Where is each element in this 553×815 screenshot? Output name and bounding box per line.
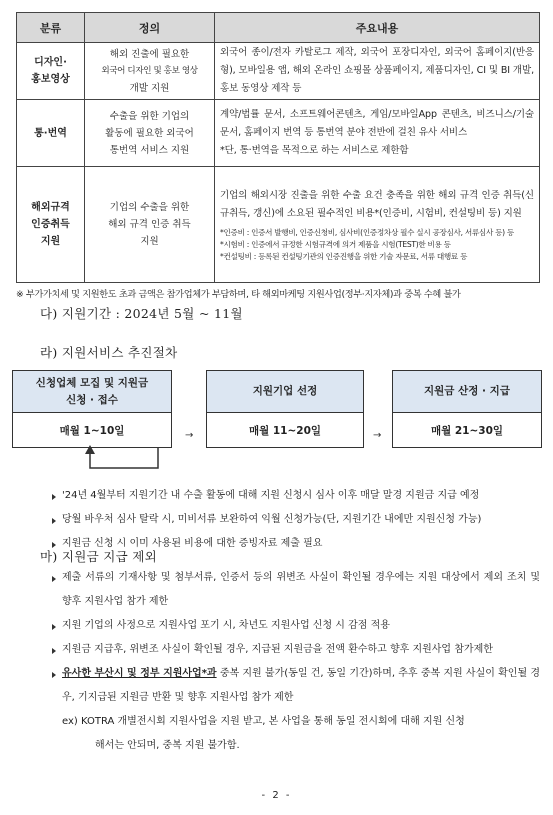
definition-line: 해외 규격 인증 취득 [108,219,191,230]
content-cell [215,43,540,100]
procedure-heading: 라) 지원서비스 추진절차 [40,345,178,360]
definition-line: 해외 진출에 필요한 [109,48,190,60]
list-item [52,662,540,710]
category-line: 인증취득 [31,219,70,230]
list-item: 지원금 지급후, 위변조 사실이 확인될 경우, 지급된 지원금을 전액 환수하고 향후 지원사업 참가제한 [52,638,540,662]
content-note: *단, 통·번역을 목적으로 하는 서비스로 제한함 [220,145,409,156]
flow-arrow-icon: → [373,430,382,441]
support-period: 다) 지원기간 : 2024년 5월 ~ 11월 [40,306,243,321]
table-row [17,167,540,283]
exclusion-list [52,566,540,758]
definition-line: 통번역 서비스 지원 [109,144,190,156]
content-footnote: *시험비 : 인증에서 규정한 시험규격에 의거 제품을 시험(TEST)한 비용 등 [220,239,451,249]
header-content: 주요내용 [215,13,540,43]
header-definition: 정의 [85,13,215,43]
flow-step-title: 지원금 산정 · 지급 [393,371,541,413]
flow-step-title: 지원기업 선정 [207,371,363,413]
content-footnote: *컨설팅비 : 등록된 컨설팅기관의 인증진행을 위한 기술 자문료, 서류 대행료 등 [220,251,468,261]
definition-line: 개발 지원 [129,82,170,94]
category-line: 지원 [40,236,61,247]
example-note [52,710,540,758]
table-row [17,100,540,167]
definition-cell [85,167,215,283]
procedure-notes [52,484,540,556]
table-header-row [17,13,540,43]
content-text: 계약/법률 문서, 소프트웨어콘텐츠, 게임/모바일App 콘텐츠, 비즈니스/기술문서, 홈페이지 번역 등 통번역 분야 전반에 걸친 유사 서비스 [220,109,534,138]
example-line: 해서는 안되며, 중복 지원 불가함. [95,740,240,751]
content-cell [215,167,540,283]
list-item: 제출 서류의 기재사항 및 첨부서류, 인증서 등의 위변조 사실이 확인될 경우에는 지원 대상에서 제외 조치 및 향후 지원사업 참가 제한 [52,566,540,614]
content-cell [215,100,540,167]
flow-step-period: 매월 11~20일 [248,424,322,437]
category-line: 통·번역 [34,127,67,139]
vat-footnote: ※ 부가가치세 및 지원한도 초과 금액은 참가업체가 부담하며, 타 해외마케팅 지원사업(정부·지자체)과 중복 수혜 불가 [16,289,461,300]
table-row [17,43,540,100]
content-text: 외국어 종이/전자 카탈로그 제작, 외국어 포장디자인, 외국어 홈페이지(반응형), 모바일용 앱, 해외 온라인 쇼핑몰 상품페이지, 제품디자인, CI 및 BI 개발, 홍보 동영상 제작 등 [220,47,534,94]
flow-step-select [206,370,364,448]
support-table [16,12,540,283]
flow-step-payment [392,370,542,448]
flow-arrow-icon: → [185,430,194,441]
category-line: 디자인· [34,57,67,68]
category-cell [17,167,85,283]
underlined-phrase: 유사한 부산시 및 정부 지원사업*과 [62,668,217,679]
flow-step-title [13,371,171,413]
content-footnote: *인증비 : 인증서 발행비, 인증신청비, 심사비(인증정차상 필수 실시 공장심사, 서류심사 등) 등 [220,227,514,237]
definition-line: 활동에 필요한 외국어 [105,127,194,139]
flow-step-apply [12,370,172,448]
exclusion-heading: 마) 지원금 지급 제외 [40,549,157,564]
category-line: 해외규격 [31,202,70,213]
category-cell [17,43,85,100]
definition-line: 외국어 디자인 및 홍보 영상 [101,65,198,76]
list-item: '24년 4월부터 지원기간 내 수출 활동에 대해 지원 신청시 심사 이후 매달 말경 지원금 지급 예정 [52,484,540,508]
list-item-text: 중복 지원 불가(동일 건, 동일 기간)하며, 추후 중복 지원 사실이 확인될 경우, 기지급된 지원금 반환 및 향후 지원사업 참가 제한 [62,668,540,703]
category-line: 홍보영상 [31,74,70,85]
procedure-flow [0,370,553,480]
flow-step-period: 매월 1~10일 [59,424,125,437]
list-item: 지원금 신청 시 이미 사용된 비용에 대한 증빙자료 제출 필요 [52,532,540,556]
page-number: - 2 - [261,790,292,801]
definition-line: 지원 [140,236,159,247]
category-cell [17,100,85,167]
definition-line: 수출을 위한 기업의 [109,110,190,122]
content-text: 기업의 해외시장 진출을 위한 수출 요건 충족을 위한 해외 규격 인증 취득(신규취득, 갱신)에 소요된 필수적인 비용*(인증비, 시험비, 컨설팅비 등) 지원 [220,189,534,219]
flow-step-title-line: 신청 · 접수 [66,393,118,406]
list-item: 지원 기업의 사정으로 지원사업 포기 시, 차년도 지원사업 신청 시 감점 적용 [52,614,540,638]
definition-line: 기업의 수출을 위한 [109,202,190,213]
flow-step-period: 매월 21~30일 [430,424,504,437]
flow-step-title-line: 신청업체 모집 및 지원금 [35,376,149,389]
definition-cell [85,100,215,167]
definition-cell [85,43,215,100]
header-category: 분류 [17,13,85,43]
example-line: ex) KOTRA 개별전시회 지원사업을 지원 받고, 본 사업을 통해 동일 전시회에 대해 지원 신청 [62,716,465,727]
list-item: 당월 바우처 심사 탈락 시, 미비서류 보완하여 익월 신청가능(단, 지원기간 내에만 지원신청 가능) [52,508,540,532]
